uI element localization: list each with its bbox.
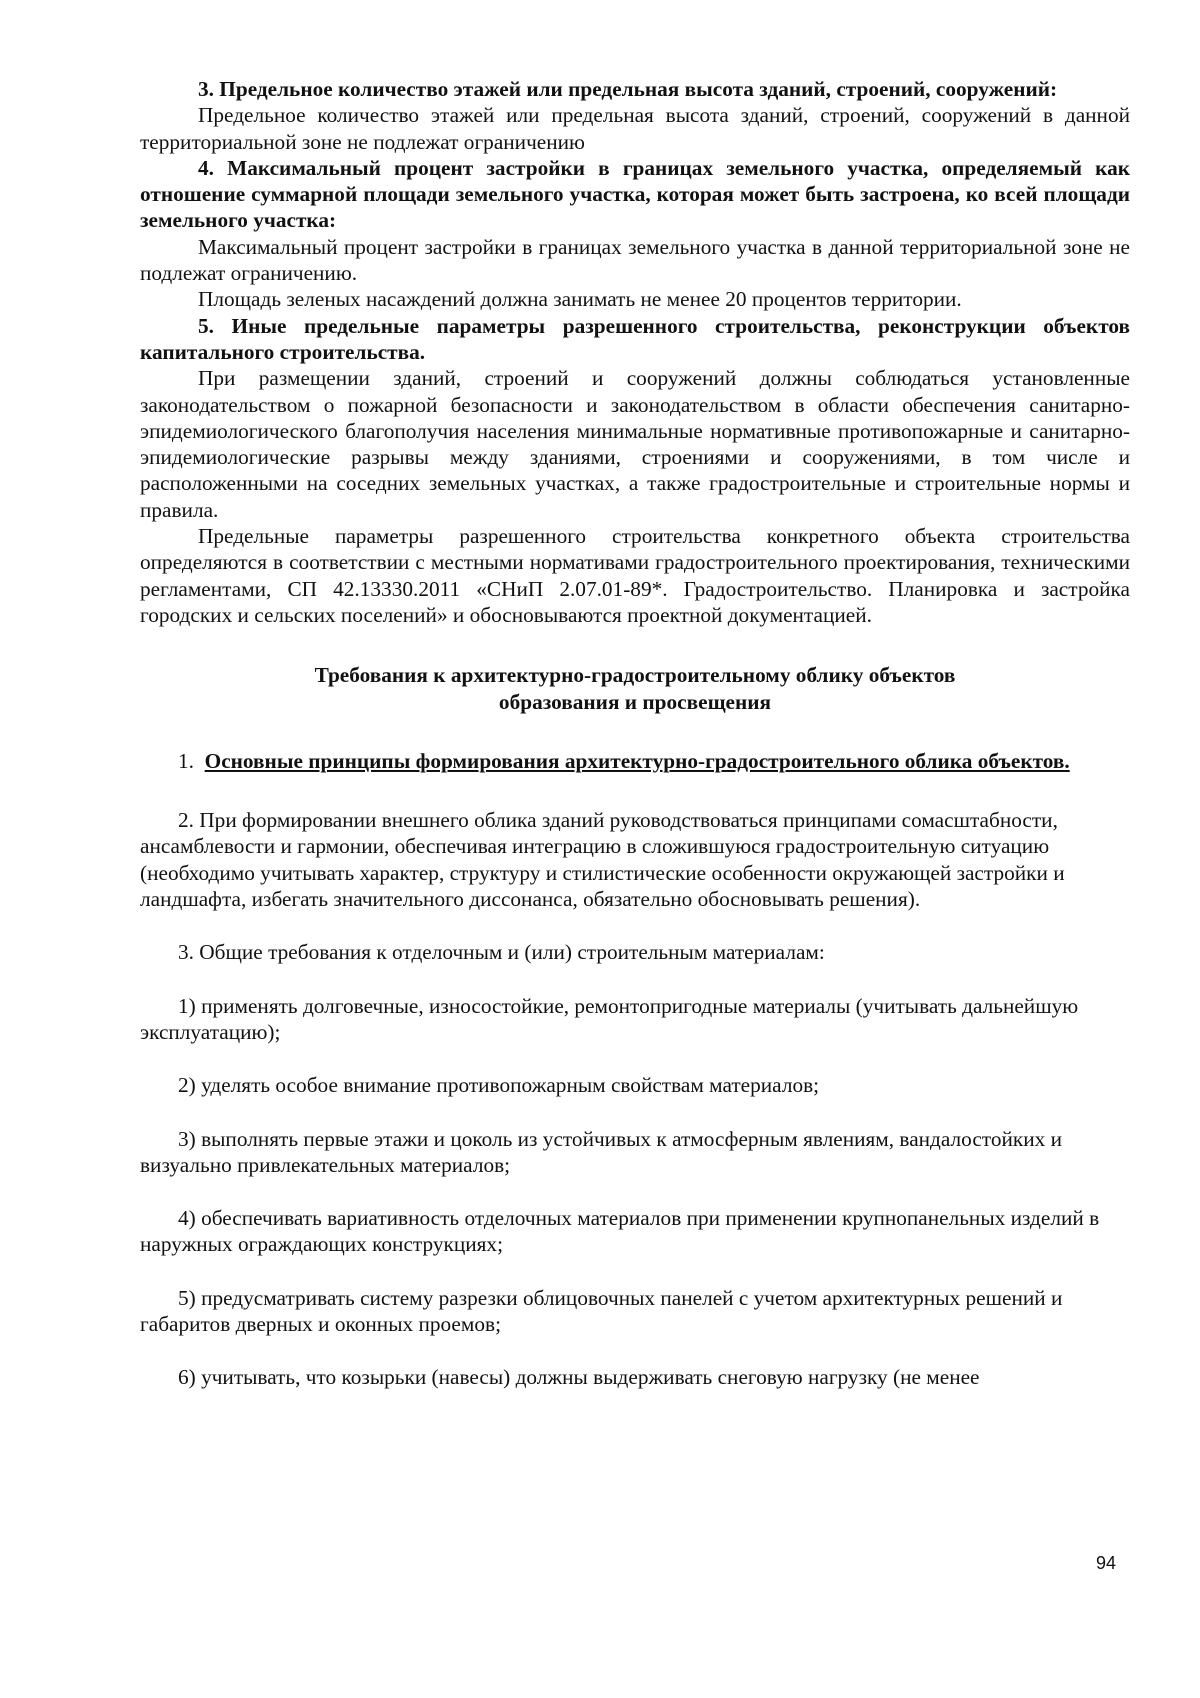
principle-2: 2. При формировании внешнего облика зданий руководствоваться принципами сомасштабности, ансамблевости и гармонии, обеспечивая интеграцию в сложившуюся градостроительную ситуацию (необходимо учитывать характер, структуру и стилистические особенности окружающей застройки и ландшафта, избегать значительного диссонанса, обязательно обосновывать решения). (140, 808, 1065, 912)
section-5-text-1: При размещении зданий, строений и сооружений должны соблюдаться установленные законодательством о пожарной безопасности и законодательством в области обеспечения санитарно-эпидемиологического благополучия населения минимальные нормативные противопожарные и санитарно-эпидемиологические разрывы между зданиями, строениями и сооружениями, в том числе и расположенными на соседних земельных участках, а также градостроительные и строительные нормы и правила. (140, 366, 1130, 522)
section-3-heading: 3. Предельное количество этажей или предельная высота зданий, строений, сооружений: (198, 77, 1058, 101)
section-title-line-1: Требования к архитектурно-градостроительному облику объектов (314, 663, 956, 688)
section-5-text-2: Предельные параметры разрешенного строительства конкретного объекта строительства определяются в соответствии с местными нормативами градостроительного проектирования, техническими регламентами, СП 42.13330.2011 «СНиП 2.07.01-89*. Градостроительство. Планировка и застройка городских и сельских поселений» и обосновываются проектной документацией. (140, 524, 1130, 627)
section-4-text-1: Максимальный процент застройки в границах земельного участка в данной территориальной зоне не подлежат ограничению. (140, 234, 1130, 286)
material-item-3: 3) выполнять первые этажи и цоколь из устойчивых к атмосферным явлениям, вандалостойких и визуально привлекательных материалов; (140, 1126, 1062, 1177)
principle-1 (140, 748, 1130, 774)
principle-1-number: 1. (178, 748, 194, 773)
material-item-5: 5) предусматривать систему разрезки облицовочных панелей с учетом архитектурных решений и габаритов дверных и оконных проемов; (140, 1285, 1063, 1336)
section-title-line-2: образования и просвещения (498, 689, 772, 714)
document-page (140, 76, 1130, 1391)
section-4-heading: 4. Максимальный процент застройки в границах земельного участка, определяемый как отношение суммарной площади земельного участка, которая может быть застроена, ко всей площади земельного участка: (140, 155, 1130, 233)
section-3-text: Предельное количество этажей или предельная высота зданий, строений, сооружений в данной территориальной зоне не подлежат ограничению (140, 103, 1130, 154)
page-number: 94 (1096, 1553, 1117, 1573)
material-item-1: 1) применять долговечные, износостойкие, ремонтопригодные материалы (учитывать дальнейшую эксплуатацию); (140, 993, 1079, 1044)
section-4-text-2: Площадь зеленых насаждений должна занимать не менее 20 процентов территории. (198, 287, 962, 312)
principle-1-text: Основные принципы формирования архитектурно-градостроительного облика объектов. (204, 748, 1070, 773)
material-item-2: 2) уделять особое внимание противопожарным свойствам материалов; (178, 1073, 820, 1098)
section-5-heading: 5. Иные предельные параметры разрешенного строительства, реконструкции объектов капитального строительства. (140, 313, 1130, 364)
material-item-4: 4) обеспечивать вариативность отделочных материалов при применении крупнопанельных изделий в наружных ограждающих конструкциях; (140, 1206, 1100, 1257)
section-title (140, 662, 1130, 715)
material-item-6: 6) учитывать, что козырьки (навесы) должны выдерживать снеговую нагрузку (не менее (178, 1365, 980, 1390)
principle-3: 3. Общие требования к отделочным и (или) строительным материалам: (178, 940, 825, 965)
